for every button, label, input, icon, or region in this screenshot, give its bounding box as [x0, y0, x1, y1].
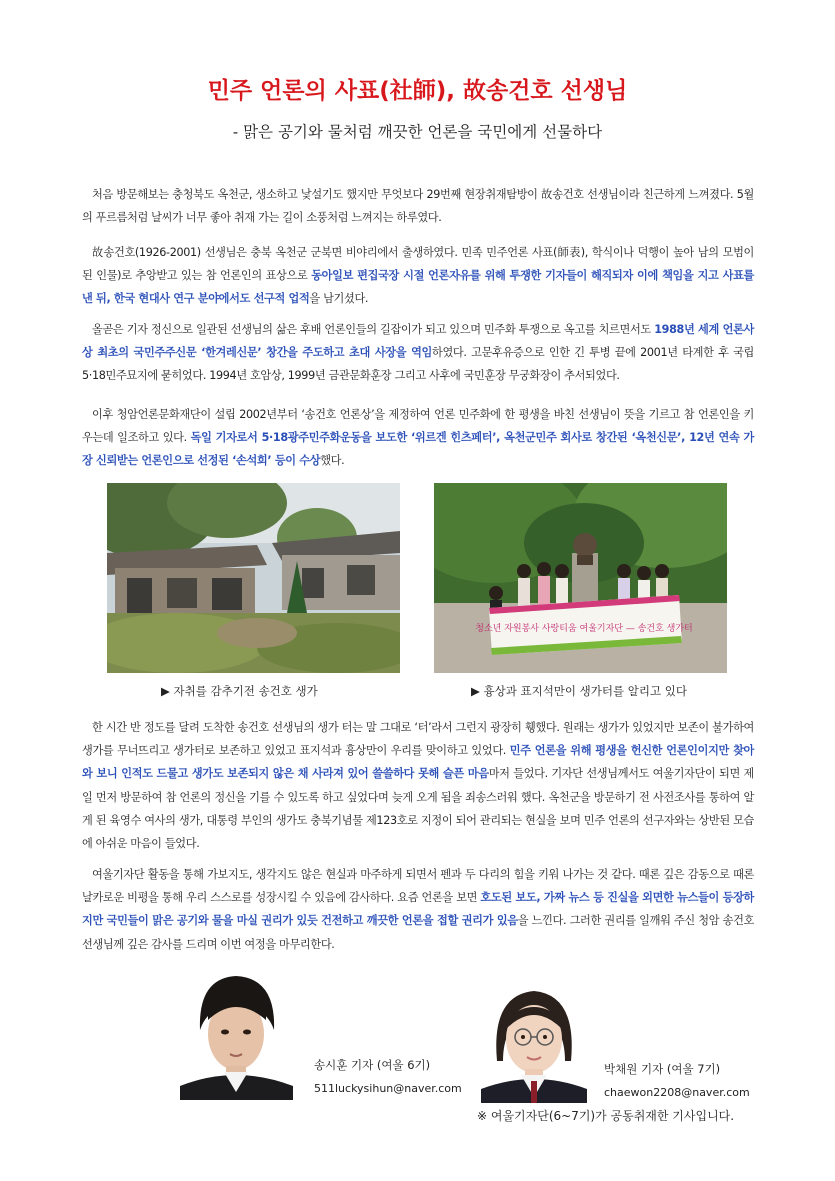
bio-text: 했다.	[320, 454, 345, 468]
right-photo-caption: ▶ 흉상과 표지석만이 생가터를 알리고 있다	[471, 684, 687, 698]
bio-highlight: 동아일보 편집국장 시절 언론자유를 위해 투쟁한 기자들이 해직되자 이에 책임을 지고 사표를 낸 뒤, 한국 현대사 연구 분야에서도 선구적 업적	[82, 269, 754, 306]
closing-highlight: 호도된 보도, 가짜 뉴스 등 진실을 외면한 뉴스들이 등장하지만 국민들이 맑은 공기와 물을 마실 권리가 있듯 건전하고 깨끗한 언론을 접할 권리가 있음	[82, 891, 754, 928]
bio-text: 하였다. 고문후유증으로 인한 긴 투병 끝에 2001년 타계한 후 국립 5·18민주묘지에 묻히었다. 1994년 호암상, 1999년 금관문화훈장 그리고 사후에 국민훈장 무궁화장이 추서되었다.	[82, 346, 755, 383]
banner-text: 청소년 자원봉사 사랑티움 여울기자단 — 송건호 생가터	[475, 624, 693, 634]
intro-paragraph	[82, 183, 754, 229]
reporter-1-name: 송시훈 기자 (여울 6기)	[314, 1058, 431, 1072]
joint-coverage-note: ※ 여울기자단(6~7기)가 공동취재한 기사입니다.	[477, 1109, 735, 1123]
visit-paragraph	[82, 716, 754, 855]
article-title: 민주 언론의 사표(社師), 故송건호 선생님	[207, 78, 628, 104]
bio-highlight: 1988년 세계 언론사상 최초의 국민주주신문 ‘한겨레신문’ 창간을 주도하고 초대 사장을 역임	[82, 323, 754, 360]
reporter-1-photo	[180, 968, 293, 1100]
closing-text: 을 느낀다. 그러한 권리를 일깨워 주신 청암 송건호 선생님께 깊은 감사를 드리며 이번 여정을 마무리한다.	[82, 914, 754, 951]
intro-text: 처음 방문해보는 충청북도 옥천군, 생소하고 낯설기도 했지만 무엇보다 29번째 현장취재탐방이 故송건호 선생님이라 친근하게 느껴졌다. 5월의 푸르름처럼 날씨가 너무 좋아 취재 가는 길이 소풍처럼 느껴지는 하루였다.	[82, 188, 754, 225]
bio-text: 을 남기셨다.	[309, 292, 369, 306]
reporter-2-info	[604, 1057, 750, 1105]
reporter-2-name: 박채원 기자 (여울 7기)	[604, 1062, 721, 1076]
bio-highlight: 독일 기자로서 5·18광주민주화운동을 보도한 ‘위르겐 힌츠페터’, 옥천군민주 회사로 창간된 ‘옥천신문’, 12년 연속 가장 신뢰받는 언론인으로 선정된 ‘손석희’ 등이 수상	[82, 431, 754, 468]
reporter-1-info	[314, 1053, 462, 1101]
bio-text: 이후 청암언론문화재단이 설립 2002년부터 ‘송건호 언론상’을 제정하여 언론 민주화에 한 평생을 바친 선생님이 뜻을 기르고 참 언론인을 키우는데 일조하고 있다.	[82, 408, 754, 445]
bio-paragraph-1	[82, 241, 754, 311]
bust-group-photo	[434, 483, 727, 673]
closing-paragraph	[82, 863, 754, 956]
bio-text: 故송건호(1926-2001) 선생님은 충북 옥천군 군북면 비야리에서 출생하였다. 민족 민주언론 사표(師表), 학식이나 덕행이 높아 남의 모범이 된 인물)로 추앙받고 있는 참 언론인의 표상으로	[82, 246, 754, 283]
article-subtitle: - 맑은 공기와 물처럼 깨끗한 언론을 국민에게 선물하다	[232, 123, 603, 141]
bio-text: 올곧은 기자 정신으로 일관된 선생님의 삶은 후배 언론인들의 길잡이가 되고 있으며 민주화 투쟁으로 옥고를 치르면서도	[92, 323, 655, 336]
bio-paragraph-2	[82, 318, 754, 388]
visit-text: 한 시간 반 정도를 달려 도착한 송건호 선생님의 생가 터는 말 그대로 ‘터’라서 그런지 광장히 휑했다. 원래는 생가가 있었지만 보존이 불가하여 생가를 무너뜨리고 생가터로 보존하고 있었고 표지석과 흉상만이 우리를 맞이하고 있었다.	[82, 721, 754, 758]
left-photo-caption: ▶ 자취를 감추기전 송건호 생가	[161, 684, 318, 698]
visit-highlight: 민주 언론을 위해 평생을 헌신한 언론인이지만 찾아와 보니 인적도 드물고 생가도 보존되지 않은 채 사라져 있어 쓸쓸하다 못해 슬픈 마음	[82, 744, 755, 781]
reporter-2-photo	[481, 981, 587, 1103]
closing-text: 여울기자단 활동을 통해 가보지도, 생각지도 않은 현실과 마주하게 되면서 펜과 두 다리의 힘을 키워 나가는 것 같다. 때론 깊은 감동으로 때론 날카로운 비평을 통해 우리 스스로를 성장시킬 수 있음에 감사하다. 요즘 언론을 보면	[82, 868, 754, 905]
bio-paragraph-3	[82, 403, 754, 473]
visit-text: 마저 들었다. 기자단 선생님께서도 여울기자단이 되면 제일 먼저 방문하여 참 언론의 정신을 기를 수 있도록 하고 싶었다며 늦게 오게 됨을 죄송스러워 했다. 옥천군을 방문하기 전 사전조사를 통하여 알게 된 육영수 여사의 생가, 대통령 부인의 생가도 충북기념물 제123호로 지정이 되어 관리되는 현실을 보며 민주 언론의 선구자와는 상반된 모습에 아쉬운 마음이 들었다.	[82, 767, 754, 851]
reporter-2-email: chaewon2208@naver.com	[604, 1086, 750, 1099]
birthplace-house-photo	[107, 483, 400, 673]
reporter-1-email: 511luckysihun@naver.com	[314, 1082, 462, 1095]
